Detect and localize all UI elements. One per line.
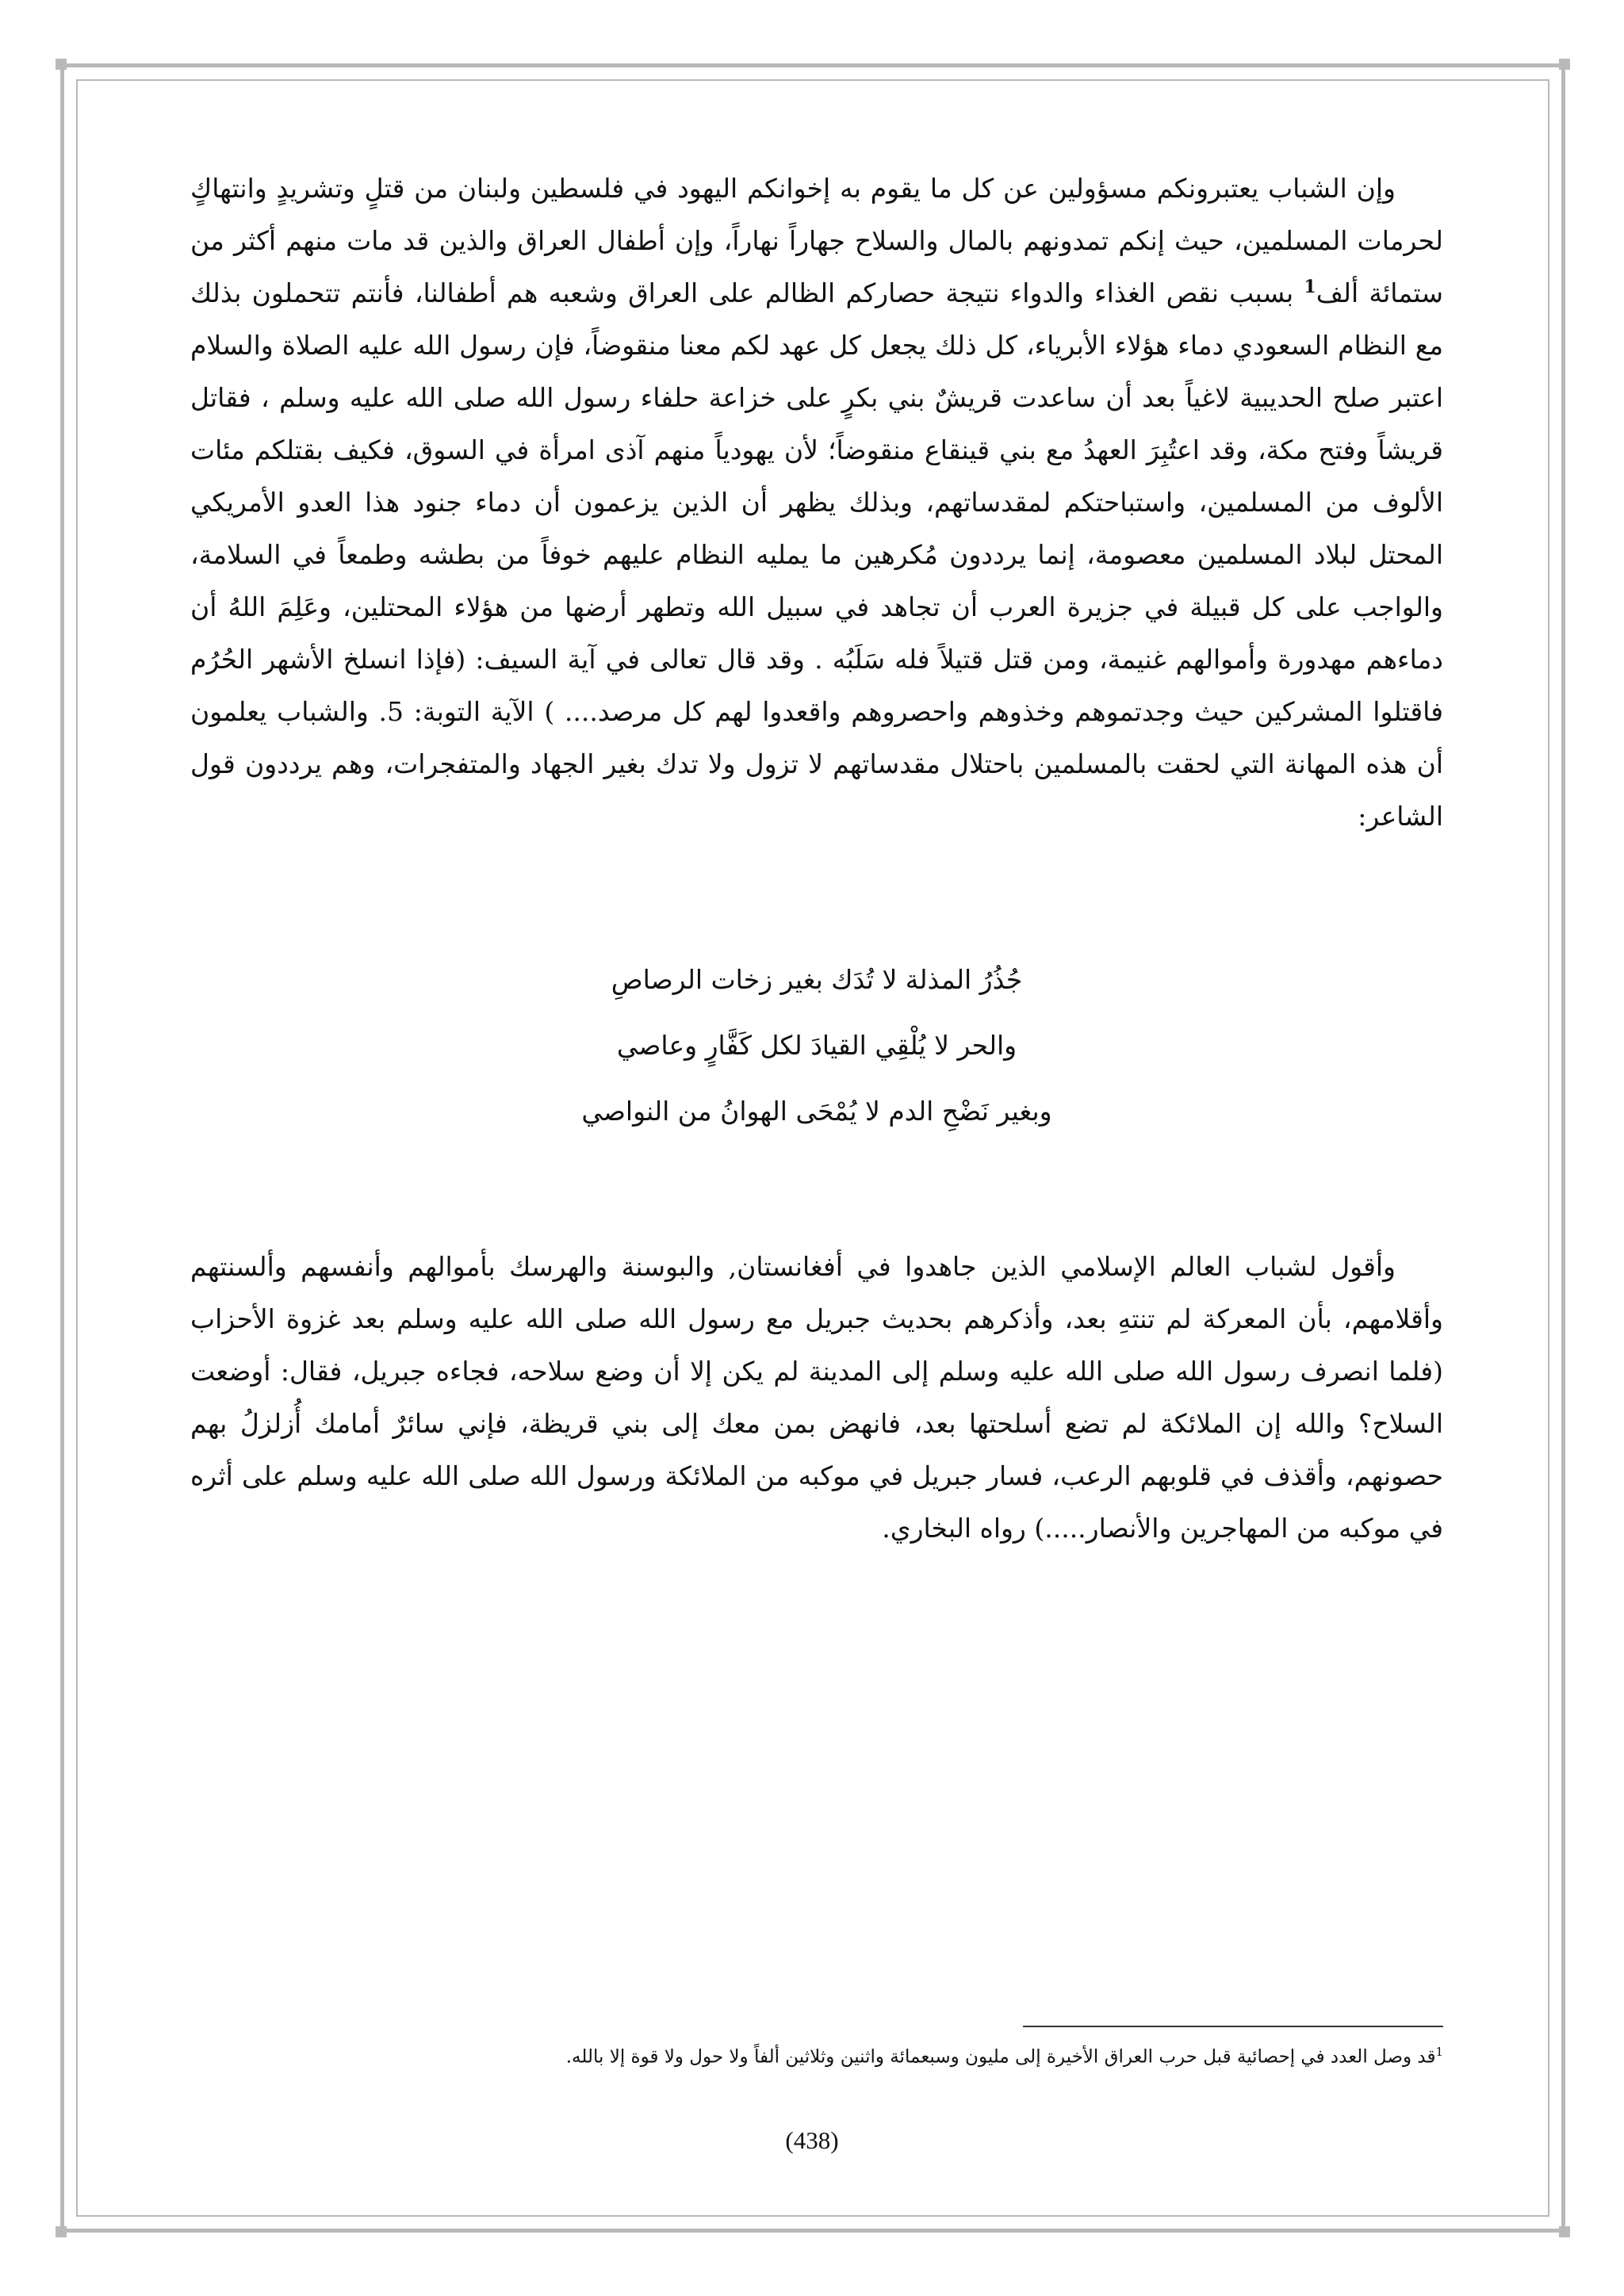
footnote-reference[interactable]: 1 bbox=[1304, 277, 1316, 297]
frame-corner-top-left bbox=[56, 59, 67, 70]
footnote bbox=[190, 2036, 1443, 2073]
frame-corner-bottom-left bbox=[56, 2226, 67, 2237]
body-paragraph-1 bbox=[190, 163, 1443, 843]
footnote-separator bbox=[1023, 2026, 1443, 2027]
page-number: (438) bbox=[785, 2126, 839, 2154]
poem-verse: والحر لا يُلْقِي القيادَ لكل كَفَّارٍ وعاصي bbox=[616, 1030, 1017, 1061]
frame-corner-bottom-right bbox=[1559, 2226, 1570, 2237]
frame-corner-top-right bbox=[1559, 59, 1570, 70]
poem-verses bbox=[190, 954, 1443, 1138]
paragraph-1-continuation: بسبب نقص الغذاء والدواء نتيجة حصاركم الظالم على العراق وشعبه هم أطفالنا، فأنتم تتحملون بذلك مع النظام السعودي دماء هؤلاء الأبرياء، كل ذلك يجعل كل عهد لكم معنا منقوضاً، فإن رسول الله عليه الصلاة والسلام اعتبر صلح الحديبية لاغياً بعد أن ساعدت قريشٌ بني بكرٍ على خزاعة حلفاء رسول الله صلى الله عليه وسلم ، فقاتل قريشاً وفتح مكة، وقد اعتُبِرَ العهدُ مع بني قينقاع منقوضاً؛ لأن يهودياً منهم آذى امرأة في السوق، فكيف بقتلكم مئات الألوف من المسلمين، واستباحتكم لمقدساتهم، وبذلك يظهر أن الذين يزعمون أن دماء جنود هذا العدو الأمريكي المحتل لبلاد المسلمين معصومة، إنما يرددون مُكرهين ما يمليه النظام عليهم خوفاً من بطشه وطمعاً في السلامة، والواجب على كل قبيلة في جزيرة العرب أن تجاهد في سبيل الله وتطهر أرضها من هؤلاء المحتلين، وعَلِمَ اللهُ أن دماءهم مهدورة وأموالهم غنيمة، ومن قتل قتيلاً فله سَلَبُه . وقد قال تعالى في آية السيف: (فإذا انسلخ الأشهر الحُرُم فاقتلوا المشركين حيث وجدتموهم وخذوهم واحصروهم واقعدوا لهم كل مرصد.... ) الآية التوبة: 5. والشباب يعلمون أن هذه المهانة التي لحقت بالمسلمين باحتلال مقدساتهم لا تزول ولا تدك بغير الجهاد والمتفجرات، وهم يرددون قول الشاعر: bbox=[190, 277, 1443, 832]
poem-verse: جُذُرُ المذلة لا تُدَك بغير زخات الرصاصِ bbox=[611, 964, 1023, 995]
page-content bbox=[190, 163, 1443, 1555]
footnote-marker: 1 bbox=[1435, 2045, 1443, 2059]
paragraph-1-text: وإن الشباب يعتبرونكم مسؤولين عن كل ما يقوم به إخوانكم اليهود في فلسطين ولبنان من قتلٍ وتشريدٍ وانتهاكٍ لحرمات المسلمين، حيث إنكم تمدونهم بالمال والسلاح جهاراً نهاراً، وإن أطفال العراق والذين قد مات منهم أكثر من ستمائة ألف bbox=[190, 173, 1444, 308]
footnote-text: قد وصل العدد في إحصائية قبل حرب العراق الأخيرة إلى مليون وسبعمائة واثنين وثلاثين ألفاً ولا حول ولا قوة إلا بالله. bbox=[565, 2046, 1436, 2068]
body-paragraph-2: وأقول لشباب العالم الإسلامي الذين جاهدوا في أفغانستان, والبوسنة والهرسك بأموالهم وأنفسهم وألسنتهم وأقلامهم، بأن المعركة لم تنتهِ بعد، وأذكرهم بحديث جبريل مع رسول الله صلى الله عليه وسلم بعد غزوة الأحزاب (فلما انصرف رسول الله صلى الله عليه وسلم إلى المدينة لم يكن إلا أن وضع سلاحه، فجاءه جبريل، فقال: أوضعت السلاح؟ والله إن الملائكة لم تضع أسلحتها بعد، فانهض بمن معك إلى بني قريظة، فإني سائرٌ أمامك أُزلزلُ بهم حصونهم، وأقذف في قلوبهم الرعب، فسار جبريل في موكبه من الملائكة ورسول الله صلى الله عليه وسلم على أثره في موكبه من المهاجرين والأنصار.....) رواه البخاري. bbox=[190, 1251, 1443, 1544]
poem-verse: وبغير نَضْحِ الدم لا يُمْحَى الهوانُ من النواصي bbox=[581, 1096, 1052, 1127]
